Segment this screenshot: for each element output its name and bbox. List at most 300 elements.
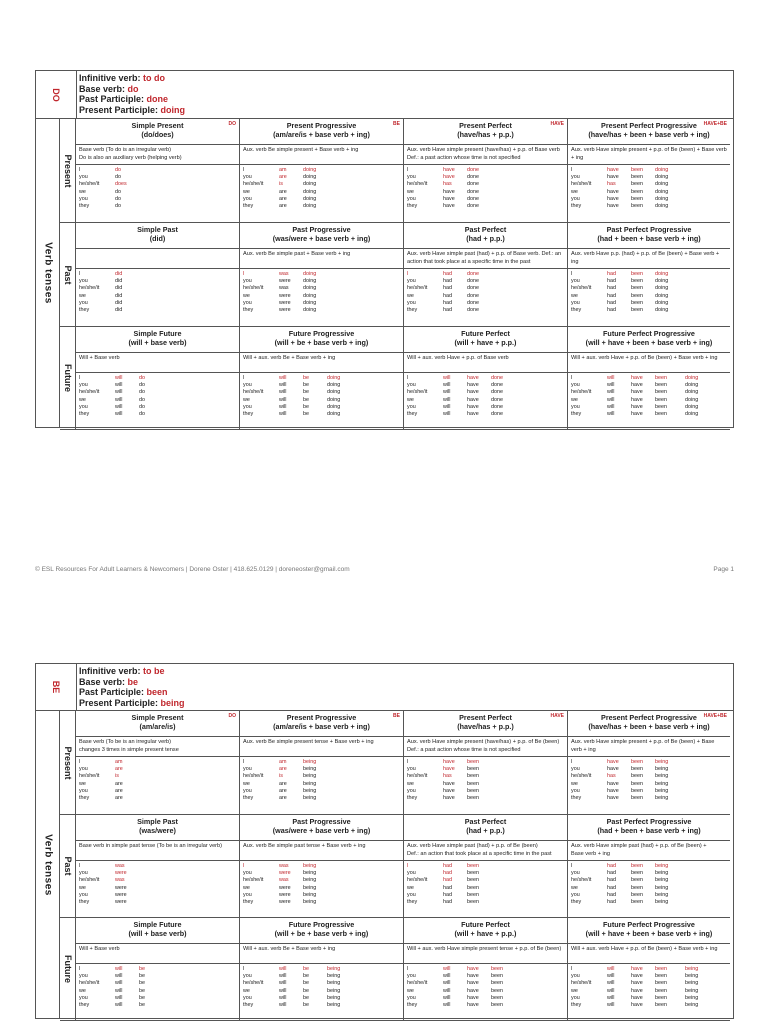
- conjugation-row: [407, 411, 564, 418]
- verb-word: were: [115, 898, 127, 905]
- verb-word: being: [327, 1001, 341, 1008]
- verb-word: doing: [655, 167, 669, 173]
- verb-word: are: [115, 766, 123, 773]
- pronoun: we: [243, 987, 250, 994]
- verb-word: doing: [685, 382, 699, 389]
- conjugation-row: [243, 174, 400, 181]
- pronoun: you: [243, 870, 252, 877]
- conjugation-row: [571, 781, 727, 788]
- verb-word: doing: [303, 195, 317, 202]
- tense-cell: [76, 327, 240, 430]
- tense-title-block: [404, 711, 567, 738]
- conjugation-row: [571, 773, 727, 780]
- verb-form-line: [79, 84, 185, 95]
- verb-word: have: [467, 994, 479, 1001]
- tense-name: Present Perfect: [459, 121, 512, 130]
- verb-word: had: [607, 877, 616, 884]
- verb-word: will: [443, 375, 451, 381]
- tense-title-block: [404, 119, 567, 146]
- page-footer: [35, 566, 734, 573]
- pronoun: they: [407, 306, 418, 313]
- verb-word: will: [443, 389, 451, 396]
- pronoun: they: [571, 898, 582, 905]
- pronoun: I: [79, 271, 81, 277]
- tense-name: Present Perfect: [459, 713, 512, 722]
- description-line: Will + aux. verb Have + p.p. of Be (been) + Base verb + ing: [571, 355, 718, 361]
- verb-word: done: [467, 188, 479, 195]
- pronoun: you: [407, 973, 416, 980]
- verb-form-value: being: [160, 697, 185, 708]
- verb-word: have: [467, 389, 479, 396]
- verb-word: being: [655, 863, 669, 869]
- verb-word: do: [115, 174, 121, 181]
- verb-word: have: [467, 403, 479, 410]
- pronoun: you: [79, 891, 88, 898]
- pronoun: I: [407, 167, 409, 173]
- conjugation-table: [240, 372, 403, 429]
- verb-word: had: [443, 285, 452, 292]
- pronoun: you: [571, 787, 580, 794]
- tense-formula: (do/does): [141, 130, 174, 139]
- pronoun: they: [79, 898, 90, 905]
- verb-form-label: Infinitive verb:: [79, 73, 144, 83]
- verb-word: were: [279, 292, 291, 299]
- verb-word: being: [303, 787, 317, 794]
- tense-formula: (am/are/is + base verb + ing): [273, 722, 370, 731]
- conjugation-table: [568, 756, 730, 814]
- verb-word: will: [443, 994, 451, 1001]
- verb-word: had: [607, 884, 616, 891]
- conjugation-row: [243, 766, 400, 773]
- verb-word: done: [467, 271, 479, 277]
- verb-word: been: [655, 987, 667, 994]
- pronoun: they: [243, 898, 254, 905]
- verb-word: been: [655, 980, 667, 987]
- verb-word: are: [279, 188, 287, 195]
- verb-word: being: [303, 884, 317, 891]
- tense-formula: (have/has + p.p.): [457, 722, 514, 731]
- verb-word: were: [279, 278, 291, 285]
- conjugation-row: [571, 411, 727, 418]
- conjugation-row: [571, 375, 727, 382]
- verb-form-label: Past Participle:: [79, 94, 147, 104]
- verb-word: doing: [685, 375, 699, 381]
- tense-name: Simple Present: [131, 121, 184, 130]
- tense-formula: (have/has + been + base verb + ing): [588, 722, 710, 731]
- pronoun: they: [79, 202, 90, 209]
- verb-word: being: [655, 884, 669, 891]
- conjugation-row: [571, 863, 727, 870]
- conjugation-row: [79, 203, 236, 210]
- verb-word: being: [655, 773, 669, 780]
- verb-word: done: [491, 375, 503, 381]
- verb-word: will: [443, 980, 451, 987]
- pronoun: you: [571, 994, 580, 1001]
- conjugation-row: [243, 167, 400, 174]
- verb-word: doing: [685, 396, 699, 403]
- description-line: Aux. verb Have simple present (have/has) + p.p. of Base verb: [407, 147, 560, 153]
- verb-word: had: [443, 271, 452, 277]
- verb-word: doing: [655, 299, 669, 306]
- conjugation-row: [407, 174, 564, 181]
- verb-word: will: [607, 966, 615, 972]
- verb-word: doing: [303, 167, 317, 173]
- pronoun: I: [243, 375, 245, 381]
- verb-word: doing: [303, 285, 317, 292]
- time-label-past: Past: [62, 856, 73, 876]
- conjugation-row: [79, 1002, 236, 1009]
- verb-word: have: [443, 759, 455, 765]
- verb-word: been: [467, 870, 479, 877]
- verb-word: had: [443, 278, 452, 285]
- description-line: Will + Base verb: [79, 946, 120, 952]
- verb-word: being: [685, 973, 699, 980]
- verb-word: is: [115, 773, 119, 780]
- verb-form-value: to be: [143, 666, 165, 676]
- tense-title-block: [76, 119, 239, 146]
- pronoun: you: [79, 994, 88, 1001]
- conjugation-row: [243, 988, 400, 995]
- pronoun: we: [571, 987, 578, 994]
- verb-word: will: [443, 382, 451, 389]
- verb-word: has: [443, 773, 452, 780]
- conjugation-table: [568, 963, 730, 1020]
- tense-name: Present Perfect Progressive: [601, 713, 697, 722]
- tense-formula: (have/has + been + base verb + ing): [588, 130, 710, 139]
- tense-formula: (was/were): [139, 826, 176, 835]
- conjugation-row: [571, 167, 727, 174]
- conjugation-row: [407, 966, 564, 973]
- verb-word: are: [279, 174, 287, 181]
- tense-cell: [76, 711, 240, 815]
- time-label-cell: [60, 918, 76, 1021]
- verb-word: will: [115, 1001, 123, 1008]
- conjugation-row: [79, 870, 236, 877]
- conjugation-row: [407, 181, 564, 188]
- verb-word: was: [279, 285, 289, 292]
- conjugation-row: [79, 181, 236, 188]
- pronoun: they: [571, 794, 582, 801]
- conjugation-table: [568, 860, 730, 917]
- pronoun: you: [243, 174, 252, 181]
- description-line: Def.: a past action whose time is not specified: [407, 747, 521, 753]
- tense-cell: [240, 327, 404, 430]
- verb-word: have: [631, 987, 643, 994]
- pronoun: we: [571, 188, 578, 195]
- tense-title-block: [568, 815, 730, 842]
- tense-title-block: [76, 327, 239, 354]
- verb-tenses-label-cell: [36, 711, 60, 1018]
- conjugation-table: [404, 164, 567, 222]
- verb-word: have: [631, 382, 643, 389]
- description-line: Aux. verb Have simple present + p.p. of Be (been) + Base: [571, 739, 715, 745]
- tense-cell: [240, 711, 404, 815]
- verb-info-header: [36, 71, 733, 119]
- verb-word: have: [443, 174, 455, 181]
- tense-title-block: [240, 815, 403, 842]
- verb-word: had: [607, 299, 616, 306]
- pronoun: you: [79, 787, 88, 794]
- verb-word: doing: [303, 181, 317, 188]
- conjugation-table: [76, 268, 239, 326]
- verb-word: been: [467, 877, 479, 884]
- conjugation-row: [79, 375, 236, 382]
- tense-title-block: [76, 711, 239, 738]
- conjugation-row: [243, 885, 400, 892]
- verb-form-label: Past Participle:: [79, 687, 147, 697]
- verb-word: have: [631, 375, 643, 381]
- verb-word: be: [303, 1001, 309, 1008]
- pronoun: you: [407, 994, 416, 1001]
- description-line: Will + aux. verb Be + Base verb + ing: [243, 946, 336, 952]
- verb-word: are: [279, 787, 287, 794]
- verb-word: been: [491, 966, 503, 972]
- verb-word: being: [303, 877, 317, 884]
- pronoun: they: [243, 794, 254, 801]
- pronoun: we: [243, 780, 250, 787]
- tense-name: Present Perfect Progressive: [601, 121, 697, 130]
- verb-word: been: [655, 375, 667, 381]
- conjugation-row: [407, 788, 564, 795]
- verb-word: will: [607, 403, 615, 410]
- pronoun: I: [407, 375, 409, 381]
- verb-word: will: [115, 382, 123, 389]
- pronoun: he/she/it: [243, 877, 264, 884]
- verb-word: is: [279, 181, 283, 188]
- description-line: Aux. verb Have simple past (had) + p.p. of Base verb. Def.: an: [407, 251, 562, 257]
- description-line: Aux. verb Be simple present + Base verb + ing: [243, 147, 359, 153]
- verb-word: were: [279, 306, 291, 313]
- tense-title-block: [568, 327, 730, 354]
- conjugation-row: [407, 285, 564, 292]
- pronoun: we: [407, 188, 414, 195]
- verb-word: being: [303, 898, 317, 905]
- verb-word: being: [685, 987, 699, 994]
- conjugation-row: [571, 174, 727, 181]
- verb-word: been: [467, 898, 479, 905]
- pronoun: I: [243, 167, 245, 173]
- pronoun: we: [407, 884, 414, 891]
- verb-word: will: [443, 410, 451, 417]
- verb-word: be: [303, 987, 309, 994]
- conjugation-table: [240, 164, 403, 222]
- verb-word: doing: [327, 389, 341, 396]
- verb-word: be: [303, 410, 309, 417]
- verb-word: am: [279, 759, 287, 765]
- verb-word: been: [467, 780, 479, 787]
- pronoun: I: [79, 863, 81, 869]
- pronoun: you: [571, 766, 580, 773]
- verb-word: did: [115, 278, 123, 285]
- verb-form-line: [79, 666, 185, 677]
- verb-word: been: [631, 188, 643, 195]
- conjugation-row: [243, 397, 400, 404]
- verb-word: done: [467, 174, 479, 181]
- tense-formula: (had + p.p.): [466, 234, 505, 243]
- verb-word: had: [607, 306, 616, 313]
- description-line: Will + aux. verb Have + p.p. of Be (been) + Base verb + ing: [571, 946, 718, 952]
- pronoun: you: [571, 299, 580, 306]
- pronoun: he/she/it: [571, 877, 592, 884]
- pronoun: we: [243, 396, 250, 403]
- verb-word: have: [467, 1001, 479, 1008]
- verb-word: did: [115, 306, 123, 313]
- verb-word: have: [631, 966, 643, 972]
- tense-name: Present Progressive: [286, 121, 357, 130]
- verb-word: have: [607, 766, 619, 773]
- verb-word: done: [467, 167, 479, 173]
- conjugation-row: [79, 781, 236, 788]
- verb-word: been: [491, 1001, 503, 1008]
- tense-name: Past Perfect: [464, 817, 507, 826]
- verb-word: have: [467, 966, 479, 972]
- verb-word: done: [491, 396, 503, 403]
- conjugation-row: [571, 795, 727, 802]
- verb-word: have: [631, 396, 643, 403]
- pronoun: we: [571, 884, 578, 891]
- verb-word: be: [303, 966, 309, 972]
- pronoun: he/she/it: [571, 181, 592, 188]
- verb-word: have: [631, 994, 643, 1001]
- pronoun: we: [79, 780, 86, 787]
- verb-word: will: [279, 966, 287, 972]
- pronoun: I: [571, 863, 573, 869]
- verb-form-label: Present Participle:: [79, 697, 161, 708]
- pronoun: they: [407, 410, 418, 417]
- conjugation-table: [404, 963, 567, 1020]
- pronoun: you: [571, 195, 580, 202]
- verb-word: be: [139, 966, 145, 972]
- verb-word: will: [607, 375, 615, 381]
- pronoun: you: [79, 174, 88, 181]
- verb-word: done: [467, 202, 479, 209]
- verb-word: be: [139, 1001, 145, 1008]
- verb-word: did: [115, 292, 123, 299]
- verb-word: are: [279, 794, 287, 801]
- verb-word: have: [631, 973, 643, 980]
- tense-formula: (will + have + been + base verb + ing): [585, 929, 713, 938]
- pronoun: I: [571, 271, 573, 277]
- conjugation-row: [407, 278, 564, 285]
- verb-word: will: [279, 973, 287, 980]
- verb-word: been: [631, 787, 643, 794]
- pronoun: we: [571, 292, 578, 299]
- verb-word: being: [655, 877, 669, 884]
- pronoun: I: [79, 375, 81, 381]
- verb-word: will: [115, 980, 123, 987]
- tense-name: Future Progressive: [288, 920, 355, 929]
- pronoun: they: [407, 898, 418, 905]
- pronoun: I: [571, 759, 573, 765]
- time-label-future: Future: [62, 364, 73, 392]
- pronoun: we: [407, 396, 414, 403]
- verb-word: were: [115, 891, 127, 898]
- description-line: changes 3 times in simple present tense: [79, 747, 179, 753]
- verb-word: been: [491, 994, 503, 1001]
- conjugation-row: [79, 293, 236, 300]
- verb-word: had: [443, 292, 452, 299]
- tense-formula: (will + be + base verb + ing): [274, 929, 369, 938]
- verb-word: being: [655, 780, 669, 787]
- pronoun: they: [571, 306, 582, 313]
- verb-word: done: [467, 299, 479, 306]
- pronoun: I: [79, 966, 81, 972]
- pronoun: you: [243, 787, 252, 794]
- verb-word: being: [303, 759, 317, 765]
- pronoun: I: [571, 966, 573, 972]
- verb-word: did: [115, 285, 123, 292]
- verb-form-line: [79, 687, 185, 698]
- verb-word: were: [279, 891, 291, 898]
- verb-word: have: [631, 410, 643, 417]
- verb-word: have: [607, 787, 619, 794]
- verb-word: doing: [655, 174, 669, 181]
- conjugation-row: [243, 196, 400, 203]
- conjugation-row: [243, 773, 400, 780]
- tense-formula: (was/were + base verb + ing): [272, 234, 371, 243]
- pronoun: you: [79, 299, 88, 306]
- tense-name: Future Perfect: [461, 329, 510, 338]
- tense-cell: [404, 918, 568, 1021]
- verb-word: will: [115, 375, 123, 381]
- verb-form-line: [79, 698, 185, 709]
- conjugation-row: [407, 375, 564, 382]
- conjugation-row: [79, 382, 236, 389]
- conjugation-row: [243, 966, 400, 973]
- pronoun: he/she/it: [79, 285, 100, 292]
- conjugation-row: [571, 966, 727, 973]
- verb-word: will: [607, 389, 615, 396]
- verb-word: been: [631, 884, 643, 891]
- verb-word: will: [607, 973, 615, 980]
- verb-word: being: [655, 891, 669, 898]
- tense-name: Simple Past: [137, 817, 178, 826]
- description-line: Aux. verb Have p.p. (had) + p.p. of Be (been) + Base verb +: [571, 251, 720, 257]
- tense-name: Past Progressive: [292, 817, 351, 826]
- verb-word: will: [115, 396, 123, 403]
- footer-credits: © ESL Resources For Adult Learners & Newcomers | Dorene Oster | 418.625.0129 | doreneoster@gmail.com: [35, 566, 350, 573]
- conjugation-row: [243, 759, 400, 766]
- verb-word: had: [607, 898, 616, 905]
- verb-word: will: [115, 987, 123, 994]
- tense-title-block: [568, 223, 730, 250]
- verb-word: have: [607, 195, 619, 202]
- verb-word: doing: [303, 292, 317, 299]
- verb-word: will: [279, 980, 287, 987]
- conjugation-table: [404, 756, 567, 814]
- conjugation-table: [240, 963, 403, 1020]
- verb-word: am: [115, 759, 123, 765]
- verb-word: have: [443, 787, 455, 794]
- pronoun: you: [407, 787, 416, 794]
- verb-word: had: [443, 299, 452, 306]
- verb-word: be: [303, 375, 309, 381]
- verb-word: being: [303, 773, 317, 780]
- pronoun: you: [407, 299, 416, 306]
- pronoun: he/she/it: [243, 181, 264, 188]
- pronoun: they: [571, 1001, 582, 1008]
- tense-formula: (had + been + base verb + ing): [597, 826, 701, 835]
- pronoun: we: [407, 780, 414, 787]
- verb-word: been: [631, 278, 643, 285]
- pronoun: we: [79, 987, 86, 994]
- conjugation-row: [571, 973, 727, 980]
- conjugation-table: [568, 164, 730, 222]
- conjugation-row: [407, 892, 564, 899]
- verb-word: being: [655, 759, 669, 765]
- pronoun: I: [571, 375, 573, 381]
- pronoun: I: [243, 863, 245, 869]
